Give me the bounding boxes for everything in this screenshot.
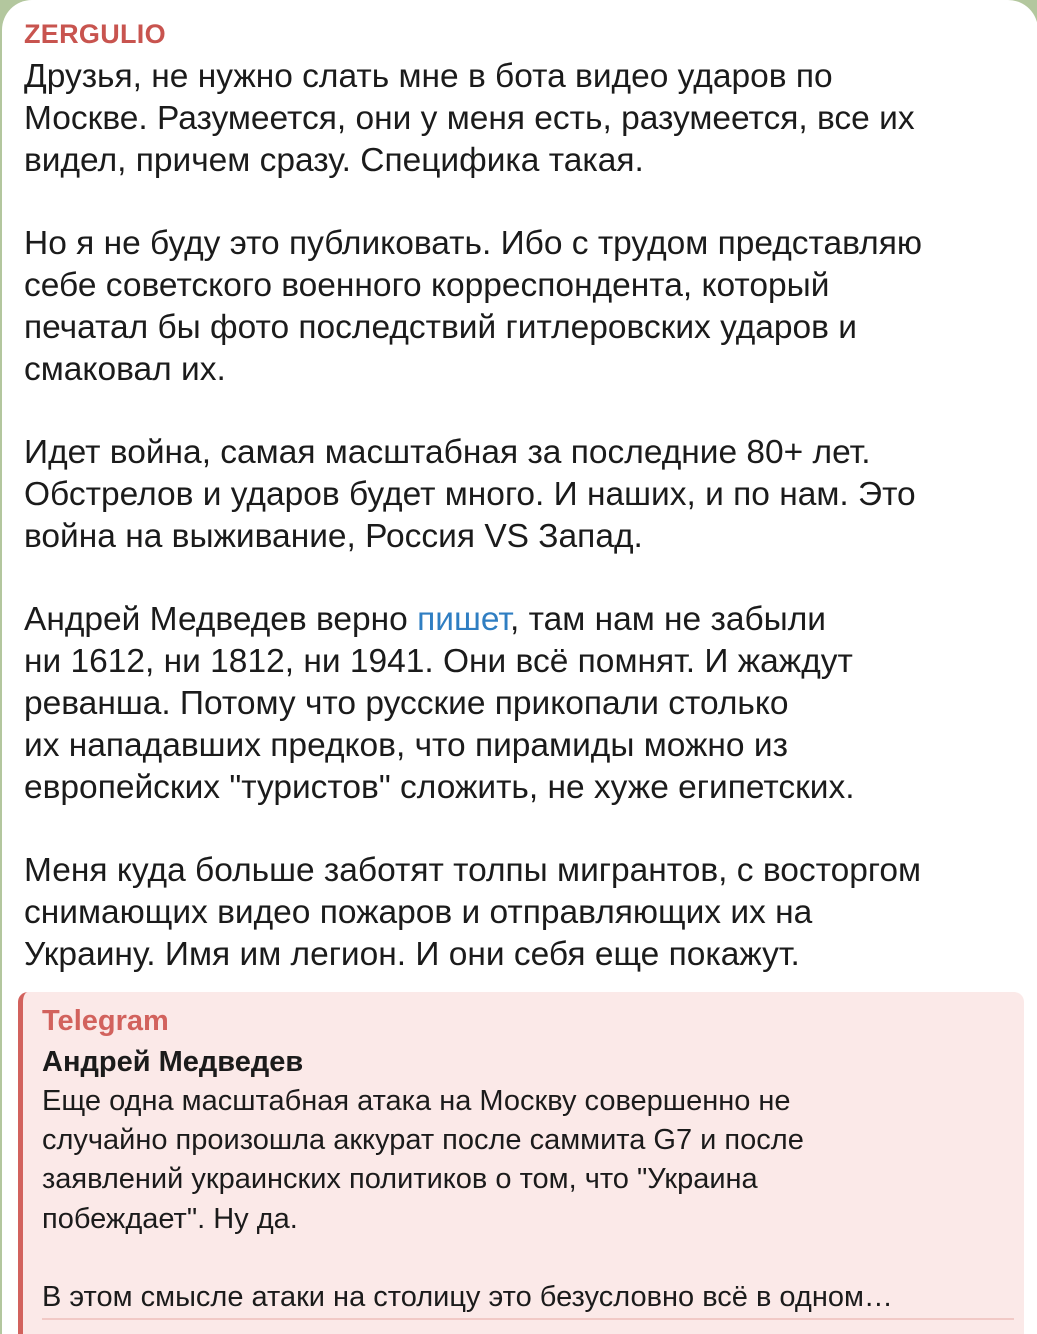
text-line: война на выживание, Россия VS Запад. <box>24 517 643 555</box>
text-line: Москве. Разумеется, они у меня есть, разумеется, все их <box>24 99 915 137</box>
text-line: Друзья, не нужно слать мне в бота видео ударов по <box>24 58 833 95</box>
paragraph-3 <box>24 432 1024 557</box>
preview-source: Telegram <box>42 1005 169 1037</box>
channel-name[interactable]: ZERGULIO <box>24 19 166 49</box>
paragraph-2 <box>24 223 1024 390</box>
preview-title: Андрей Медведев <box>42 1046 304 1078</box>
text-line: Обстрелов и ударов будет много. И наших, и по нам. Это <box>24 475 916 513</box>
preview-divider <box>42 1318 1014 1320</box>
text-line: Еще одна масштабная атака на Москву совершенно не <box>42 1085 791 1117</box>
text-line: В этом смысле атаки на столицу это безусловно всё в одном… <box>42 1281 893 1313</box>
text-line: Андрей Медведев верно <box>24 601 418 639</box>
paragraph-4 <box>24 599 1024 808</box>
paragraph-5 <box>24 850 1024 975</box>
text-line: ни 1612, ни 1812, ни 1941. Они всё помнят. И жаждут <box>24 643 853 681</box>
text-line: видел, причем сразу. Специфика такая. <box>24 141 644 179</box>
text-line: снимающих видео пожаров и отправляющих их на <box>24 893 813 931</box>
text-line: европейских "туристов" сложить, не хуже египетских. <box>24 768 855 806</box>
text-line: их нападавших предков, что пирамиды можно из <box>24 726 788 764</box>
text-line: Украину. Имя им легион. И они себя еще покажут. <box>24 935 800 973</box>
text-line: , там нам не забыли <box>510 601 826 639</box>
message-text <box>24 56 1024 976</box>
text-line: реванша. Потому что русские прикопали столько <box>24 684 789 722</box>
link-preview[interactable] <box>18 992 1024 1334</box>
text-line: Меня куда больше заботят толпы мигрантов, с восторгом <box>24 852 922 890</box>
text-line: случайно произошла аккурат после саммита G7 и после <box>42 1124 804 1157</box>
text-line: себе советского военного корреспондента, который <box>24 266 830 304</box>
text-line: Но я не буду это публиковать. Ибо с трудом представляю <box>24 225 922 263</box>
text-line: печатал бы фото последствий гитлеровских ударов и <box>24 308 858 346</box>
text-line: Идет война, самая масштабная за последние 80+ лет. <box>24 434 871 472</box>
pishet-link[interactable]: пишет <box>417 601 511 639</box>
preview-description <box>42 1082 1022 1317</box>
text-line: смаковал их. <box>24 350 226 388</box>
paragraph-1 <box>24 56 1024 181</box>
text-line: побеждает". Ну да. <box>42 1202 298 1235</box>
text-line: заявлений украинских политиков о том, что "Украина <box>42 1163 758 1196</box>
